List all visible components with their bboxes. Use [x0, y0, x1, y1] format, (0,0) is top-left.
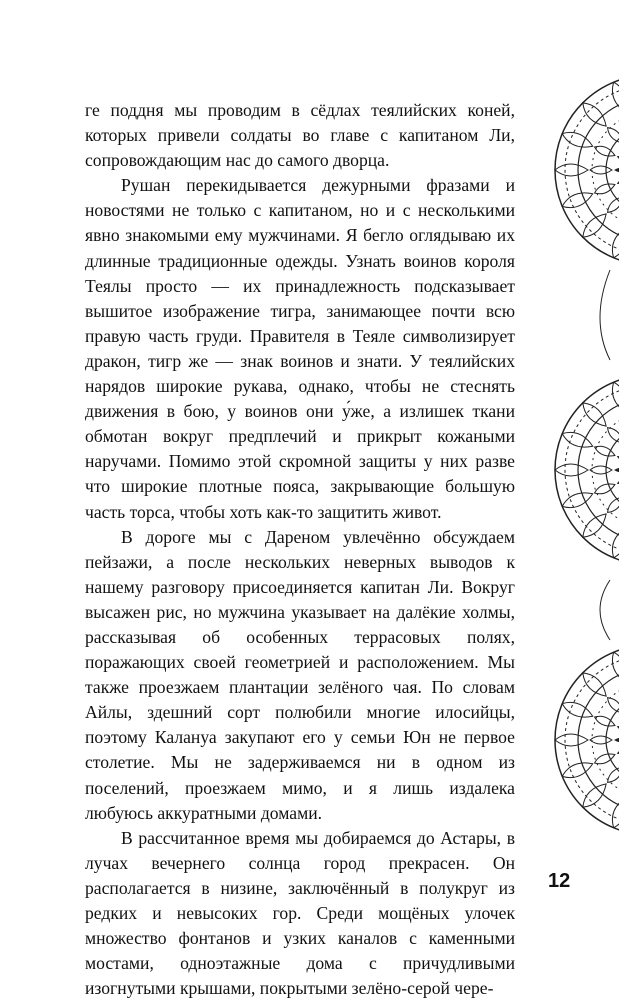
paragraph-2: Рушан перекидывается дежурными фразами и новостями не только с капитаном, но и с несколькими явно знакомыми ему мужчинами. Я бегло оглядываю их длинные традиционные одежды. Узнать воинов короля Теялы просто — их принадлежность подсказывает вышитое изображение тигра, занимающее почти всю правую часть груди. Правителя в Теяле символизирует дракон, тигр же — знак воинов и знати. У теялийских нарядов широкие рукава, однако, чтобы не стеснять движения в бою, у воинов они у́же, а излишек ткани обмотан вокруг предплечий и прикрыт кожаными наручами. Помимо этой скромной защиты у них разве что широкие плотные пояса, закрывающие большую часть торса, чтобы хоть как-то защитить живот. — [85, 175, 515, 522]
paragraph-4: В рассчитанное время мы добираемся до Астары, в лучах вечернего солнца город прекрасен. Он располагается в низине, заключённый в полукруг из редких и невысоких гор. Среди мощёных улочек множество фонтанов и узких каналов с каменными мостами, одноэтажные дома с причудливыми изогнутыми крышами, покрытыми зелёно-серой чере- — [85, 827, 515, 999]
paragraph-3: В дороге мы с Дареном увлечённо обсуждаем пейзажи, а после нескольких неверных выводов к нашему разговору присоединяется капитан Ли. Вокруг высажен рис, но мужчина указывает на далёкие холмы, рассказывая об особенных террасовых полях, поражающих своей геометрией и расположением. Мы также проезжаем плантации зелёного чая. По словам Айлы, здешний сорт полюбили многие илосийцы, поэтому Калануа закупают его у семьи Юн не первое столетие. Мы не задерживаемся ни в одном из поселений, проезжаем мимо, и я лишь издалека любуюсь аккуратными домами. — [85, 526, 515, 823]
paragraph-1: ге поддня мы проводим в сёдлах теялийских коней, которых привели солдаты во главе с капитаном Ли, сопровождающим нас до самого дворца. — [85, 100, 515, 171]
page-number: 12 — [548, 870, 571, 892]
body-text — [85, 98, 515, 1001]
mandala-middle — [555, 342, 619, 598]
mandala-top — [555, 42, 619, 298]
mandala-bottom — [555, 612, 619, 868]
